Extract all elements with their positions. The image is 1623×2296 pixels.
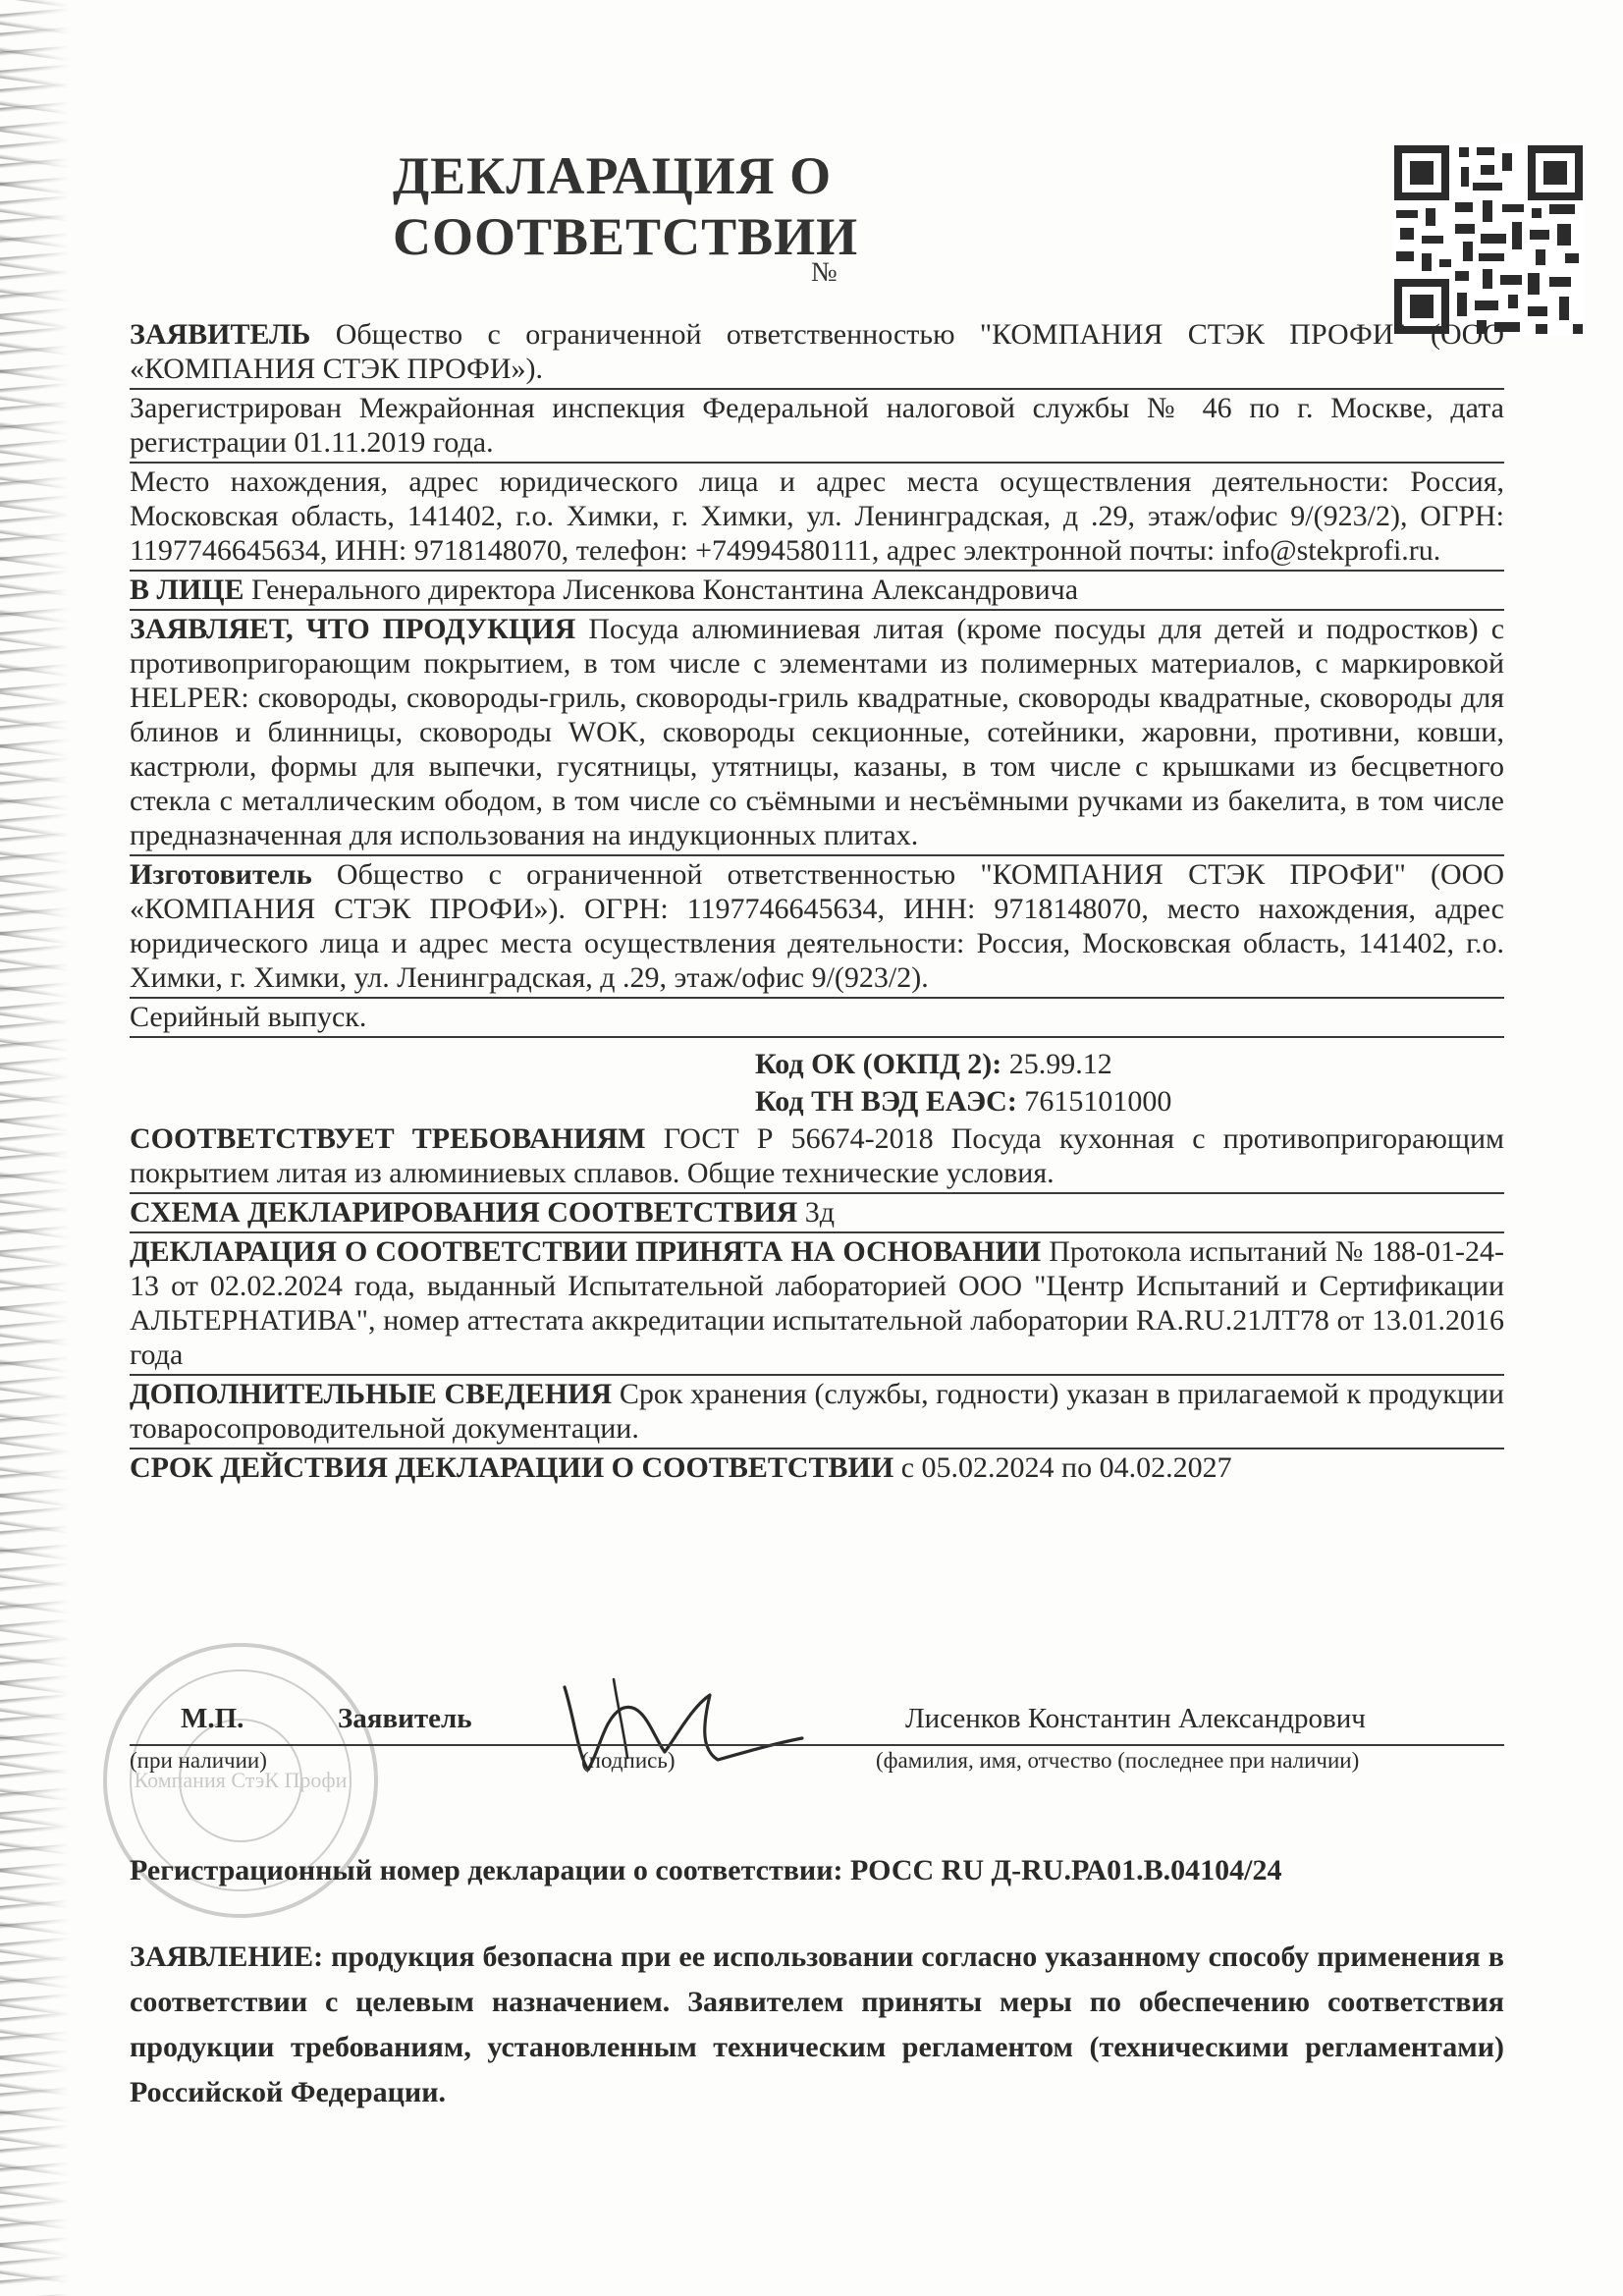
applicant-text: Общество с ограниченной ответственностью "КОМПАНИЯ СТЭК ПРОФИ" (ООО «КОМПАНИЯ СТЭК ПРОФИ»). bbox=[130, 318, 1504, 385]
represented-by-label: В ЛИЦЕ bbox=[130, 574, 244, 606]
registration-number bbox=[130, 1854, 1281, 1887]
manufacturer-section bbox=[130, 856, 1504, 999]
tnved-label: Код ТН ВЭД ЕАЭС: bbox=[755, 1085, 1017, 1118]
okpd-label: Код ОК (ОКПД 2): bbox=[755, 1048, 1002, 1080]
statement-label: ЗАЯВЛЕНИЕ: bbox=[130, 1941, 324, 1973]
okpd-code-row bbox=[755, 1046, 1504, 1083]
signature-caption: (подпись) bbox=[581, 1748, 676, 1773]
registration-section bbox=[130, 390, 1504, 464]
location-text: Место нахождения, адрес юридического лица и адрес места осуществления деятельности: Россия, Московская область, 141402, г.о. Химки, г. Химки, ул. Ленинградская, д .29, этаж/офис 9/(923/2), ОГРН: 1197746645634, ИНН: 9718148070, телефон: +74994580111, адрес электронной почты: info@stekprofi.ru. bbox=[130, 465, 1504, 567]
additional-label: ДОПОЛНИТЕЛЬНЫЕ СВЕДЕНИЯ bbox=[130, 1378, 613, 1410]
basis-label: ДЕКЛАРАЦИЯ О СООТВЕТСТВИИ ПРИНЯТА НА ОСНОВАНИИ bbox=[130, 1235, 1042, 1268]
basis-section bbox=[130, 1233, 1504, 1376]
okpd-value: 25.99.12 bbox=[1008, 1048, 1112, 1080]
declaration-number-label: № bbox=[811, 257, 838, 288]
additional-text: Срок хранения (службы, годности) указан в прилагаемой к продукции товаросопроводительной документации. bbox=[130, 1378, 1504, 1445]
product-codes bbox=[130, 1046, 1504, 1121]
registration-text: Зарегистрирован Межрайонная инспекция Федеральной налоговой службы № 46 по г. Москве, дата регистрации 01.11.2019 года. bbox=[130, 392, 1504, 459]
signer-name: Лисенков Константин Александрович bbox=[905, 1703, 1366, 1734]
applicant-sign-label: Заявитель bbox=[338, 1703, 472, 1734]
serial-text: Серийный выпуск. bbox=[130, 1001, 367, 1033]
product-label: ЗАЯВЛЯЕТ, ЧТО ПРОДУКЦИЯ bbox=[130, 613, 576, 645]
qr-code-icon bbox=[1392, 143, 1585, 336]
additional-section bbox=[130, 1376, 1504, 1449]
product-section bbox=[130, 611, 1504, 856]
scheme-value: 3д bbox=[804, 1196, 836, 1229]
statement-text: продукция безопасна при ее использовании согласно указанному способу применения в соответствии с целевым назначением. Заявителем приняты меры по обеспечению соответствия продукции требованиям, установленным техническим регламентом (техническими регламентами) Российской Федерации. bbox=[130, 1941, 1504, 2108]
scheme-label: СХЕМА ДЕКЛАРИРОВАНИЯ СООТВЕТСТВИЯ bbox=[130, 1196, 798, 1229]
requirements-text: ГОСТ Р 56674-2018 Посуда кухонная с противопригорающим покрытием литая из алюминиевых сплавов. Общие технические условия. bbox=[130, 1122, 1504, 1189]
represented-by-section bbox=[130, 572, 1504, 611]
requirements-section bbox=[130, 1121, 1504, 1194]
tnved-value: 7615101000 bbox=[1024, 1085, 1172, 1118]
seal-label: М.П. bbox=[181, 1703, 244, 1734]
statement-section bbox=[130, 1935, 1504, 2115]
document-title: ДЕКЛАРАЦИЯ О СООТВЕТСТВИИ bbox=[393, 146, 859, 266]
signature-row bbox=[130, 1701, 1504, 1779]
name-caption: (фамилия, имя, отчество (последнее при наличии) bbox=[876, 1748, 1360, 1773]
scan-edge-artifact bbox=[0, 0, 69, 2296]
requirements-label: СООТВЕТСТВУЕТ ТРЕБОВАНИЯМ bbox=[130, 1122, 646, 1155]
seal-caption: (при наличии) bbox=[130, 1748, 267, 1773]
basis-text: Протокола испытаний № 188-01-24-13 от 02.02.2024 года, выданный Испытательной лабораторией ООО "Центр Испытаний и Сертификации АЛЬТЕРНАТИВА", номер аттестата аккредитации испытательной лаборатории RA.RU.21ЛТ78 от 13.01.2016 года bbox=[130, 1235, 1504, 1371]
validity-text: с 05.02.2024 по 04.02.2027 bbox=[900, 1451, 1232, 1484]
registration-number-value: РОСС RU Д-RU.РА01.В.04104/24 bbox=[850, 1854, 1282, 1886]
serial-section bbox=[130, 999, 1504, 1038]
location-section bbox=[130, 464, 1504, 572]
applicant-section bbox=[130, 316, 1504, 390]
product-text: Посуда алюминиевая литая (кроме посуды для детей и подростков) с противопригорающим покрытием, в том числе с элементами из полимерных материалов, с маркировкой HELPER: сковороды, сковороды-гриль, сковороды-гриль квадратные, сковороды квадратные, сковороды для блинов и блинницы, сковороды WOK, сковороды секционные, сотейники, жаровни, противни, ковши, кастрюли, формы для выпечки, гусятницы, утятницы, казаны, в том числе с крышками из бесцветного стекла с металлическим ободом, в том числе со съёмными и несъёмными ручками из бакелита, в том числе предназначенная для использования на индукционных плитах. bbox=[130, 613, 1505, 851]
applicant-label: ЗАЯВИТЕЛЬ bbox=[130, 318, 311, 351]
signature-line bbox=[130, 1744, 1504, 1746]
scheme-section bbox=[130, 1194, 1504, 1233]
declaration-body bbox=[130, 316, 1504, 1487]
represented-by-text: Генерального директора Лисенкова Константина Александровича bbox=[251, 574, 1079, 606]
tnved-code-row bbox=[755, 1083, 1504, 1121]
manufacturer-text: Общество с ограниченной ответственностью "КОМПАНИЯ СТЭК ПРОФИ" (ООО «КОМПАНИЯ СТЭК ПРОФИ»). ОГРН: 1197746645634, ИНН: 9718148070, место нахождения, адрес юридического лица и адрес места осуществления деятельности: Россия, Московская область, 141402, г.о. Химки, г. Химки, ул. Ленинградская, д .29, этаж/офис 9/(923/2). bbox=[130, 858, 1504, 994]
manufacturer-label: Изготовитель bbox=[130, 858, 312, 891]
validity-section bbox=[130, 1449, 1504, 1487]
validity-label: СРОК ДЕЙСТВИЯ ДЕКЛАРАЦИИ О СООТВЕТСТВИИ bbox=[130, 1451, 894, 1484]
stamp-text: Компания СтэК Профи bbox=[134, 1768, 348, 1792]
registration-number-label: Регистрационный номер декларации о соответствии: bbox=[130, 1854, 843, 1886]
